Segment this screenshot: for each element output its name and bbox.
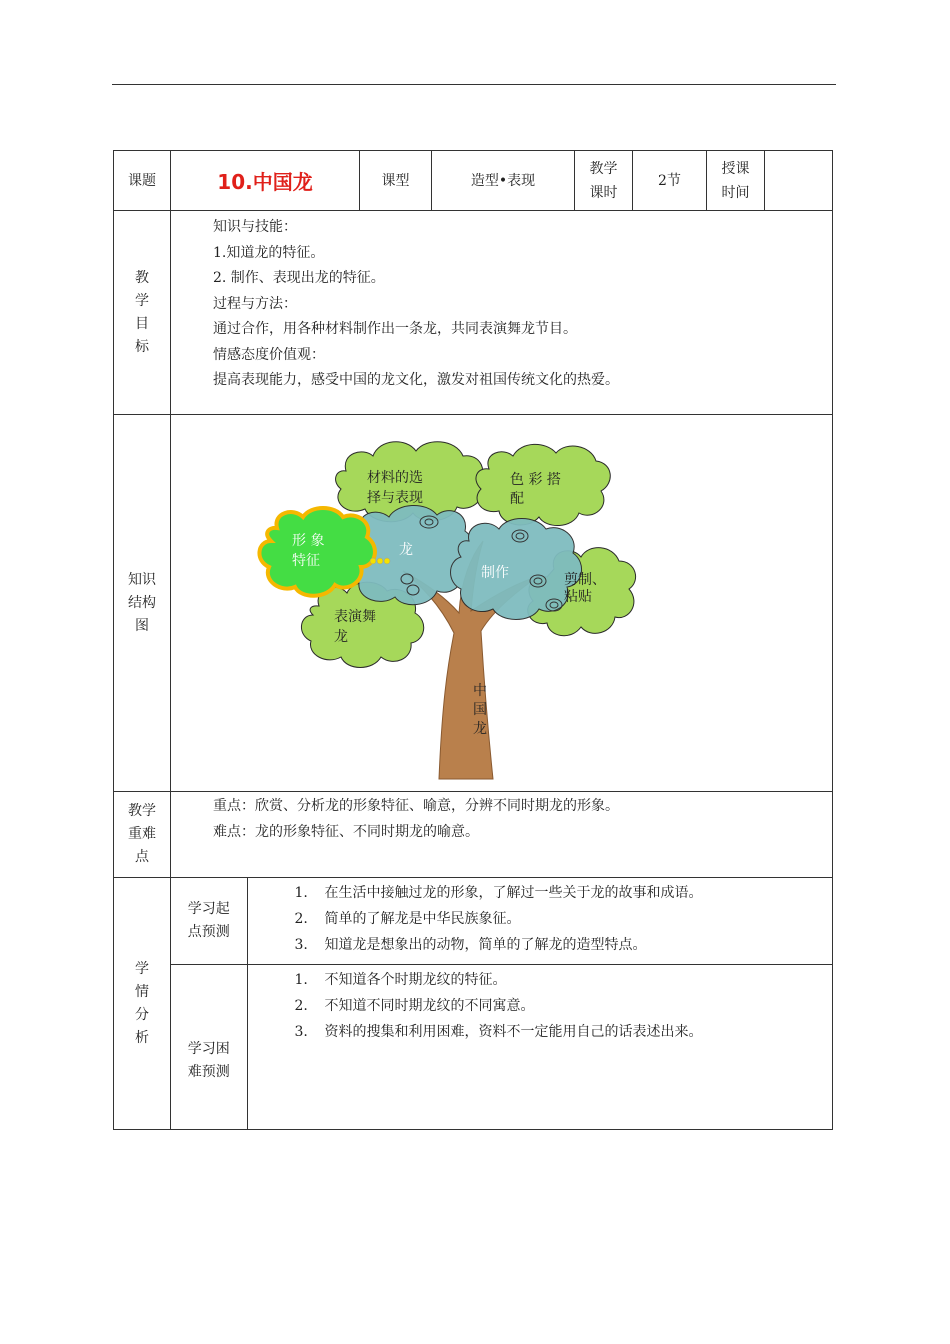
node-materials-line2: 择与表现 xyxy=(367,490,423,506)
node-make: 制作 xyxy=(481,565,509,581)
lesson-plan-table xyxy=(113,150,833,1130)
lesson-title: 10.中国龙 xyxy=(171,151,360,211)
structure-label: 知识 结构 图 xyxy=(114,415,171,792)
start-list xyxy=(247,878,832,964)
list-item: 3. 知道龙是想象出的动物，简单的了解龙的造型特点。 xyxy=(294,937,647,953)
objective-line: 情感态度价值观： xyxy=(213,346,325,363)
node-image-line1: 形 象 xyxy=(292,533,325,549)
trunk-label-3: 龙 xyxy=(473,721,487,737)
list-item: 2. 不知道不同时期龙纹的不同寓意。 xyxy=(294,997,535,1014)
trunk-label-2: 国 xyxy=(473,702,487,718)
hours-label: 教学 课时 xyxy=(575,151,633,211)
node-dance-line2: 龙 xyxy=(334,629,348,645)
analysis-subtable xyxy=(171,878,832,1129)
lesson-label: 课题 xyxy=(114,151,171,211)
node-color-line1: 色 彩 搭 xyxy=(510,472,561,488)
objective-line: 通过合作，用各种材料制作出一条龙，共同表演舞龙节目。 xyxy=(213,321,577,337)
lesson-type: 造型•表现 xyxy=(432,151,575,211)
difficulty-row xyxy=(171,964,832,1129)
node-dance-line1: 表演舞 xyxy=(334,609,376,625)
keypoints-content xyxy=(171,792,833,878)
objectives-label: 教 学 目 标 xyxy=(114,211,171,415)
time-value xyxy=(765,151,833,211)
analysis-label: 学 情 分 析 xyxy=(114,878,171,1130)
trunk-label-1: 中 xyxy=(473,683,487,699)
node-materials-line1: 材料的选 xyxy=(367,470,423,486)
objectives-content xyxy=(171,211,833,415)
objective-line: 1.知道龙的特征。 xyxy=(213,244,325,261)
keypoint-line: 重点：欣赏、分析龙的形象特征、喻意，分辨不同时期龙的形象。 xyxy=(213,798,619,814)
node-image-line2: 特征 xyxy=(292,553,320,569)
hours-value: 2节 xyxy=(633,151,707,211)
knowledge-tree-diagram xyxy=(171,415,831,787)
objective-line: 过程与方法： xyxy=(213,295,297,312)
keypoints-label: 教学 重难 点 xyxy=(114,792,171,878)
difficulty-list xyxy=(247,964,832,1129)
keypoints-row xyxy=(114,792,833,878)
structure-row xyxy=(114,415,833,792)
leaf-image xyxy=(259,508,375,596)
node-cut-line1: 剪制、 xyxy=(564,572,606,588)
objective-line: 知识与技能： xyxy=(213,219,297,235)
header-rule xyxy=(112,84,836,85)
knowledge-tree-cell xyxy=(171,415,833,792)
list-item: 1. 不知道各个时期龙纹的特征。 xyxy=(294,971,507,988)
analysis-row xyxy=(114,878,833,1130)
time-label: 授课 时间 xyxy=(707,151,765,211)
objective-line: 提高表现能力，感受中国的龙文化，激发对祖国传统文化的热爱。 xyxy=(213,372,619,388)
list-item: 2. 简单的了解龙是中华民族象征。 xyxy=(294,911,521,927)
keypoint-line: 难点：龙的形象特征、不同时期龙的喻意。 xyxy=(213,823,479,840)
start-label: 学习起 点预测 xyxy=(171,878,247,964)
objective-line: 2. 制作、表现出龙的特征。 xyxy=(213,270,385,286)
header-row xyxy=(114,151,833,211)
list-item: 1. 在生活中接触过龙的形象，了解过一些关于龙的故事和成语。 xyxy=(294,885,703,901)
node-color-line2: 配 xyxy=(510,491,524,507)
analysis-content xyxy=(171,878,833,1130)
start-row xyxy=(171,878,832,964)
objectives-row xyxy=(114,211,833,415)
type-label: 课型 xyxy=(360,151,432,211)
list-item: 3. 资料的搜集和利用困难，资料不一定能用自己的话表述出来。 xyxy=(294,1023,703,1040)
node-cut-line2: 粘贴 xyxy=(564,589,592,605)
difficulty-label: 学习困 难预测 xyxy=(171,964,247,1129)
node-dragon: 龙 xyxy=(399,542,413,558)
